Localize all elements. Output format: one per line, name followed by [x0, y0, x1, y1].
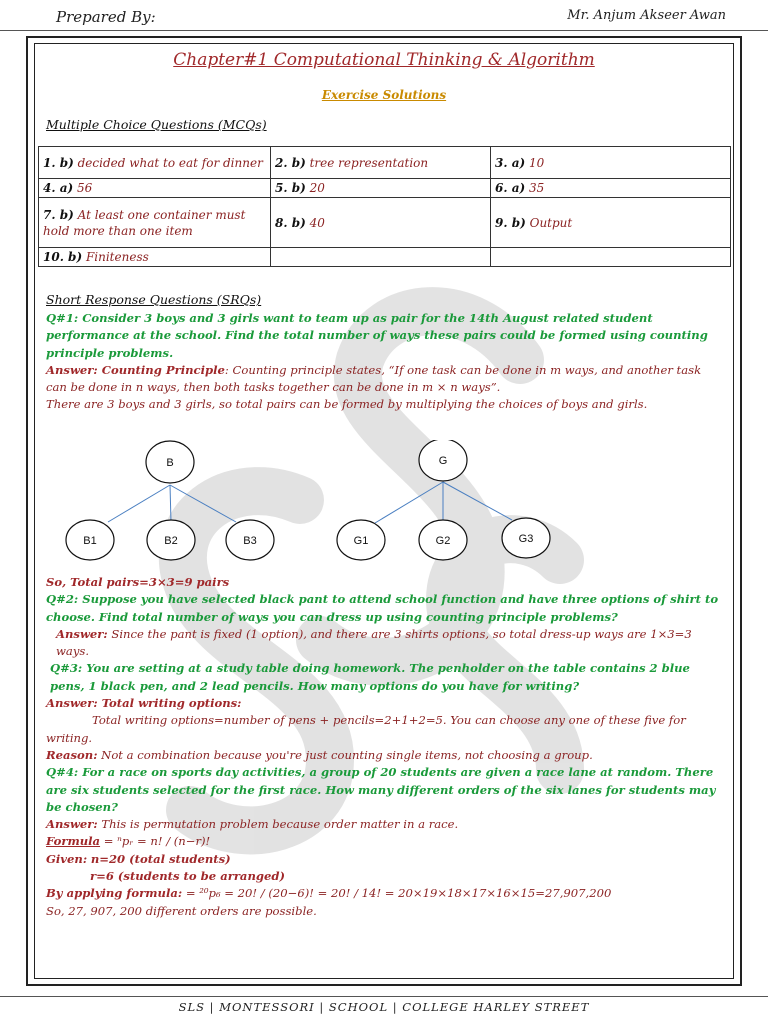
prepared-by-label: Prepared By: — [56, 8, 156, 26]
answer-1-continued: There are 3 boys and 3 girls, so total pairs can be formed by multiplying the choices of boys and girls. — [46, 397, 648, 412]
srq-heading: Short Response Questions (SRQs) — [46, 292, 262, 307]
mcq-cell: 8. b) 40 — [271, 198, 491, 248]
tree-label-b: B — [166, 457, 174, 469]
mcq-cell: 9. b) Output — [491, 198, 731, 248]
header-divider — [0, 30, 768, 31]
question-1: Q#1: Consider 3 boys and 3 girls want to team up as pair for the 14th August related student performance at the school. Find the total number of ways these pairs could be formed using counting principle problems. — [46, 311, 708, 360]
conclusion: So, 27, 907, 200 different orders are possible. — [46, 903, 317, 918]
formula: Formula = ⁿpᵣ = n! / (n−r)! — [46, 834, 211, 849]
mcq-cell: 7. b) At least one container must hold more than one item — [39, 198, 271, 248]
table-row — [39, 198, 731, 248]
given-r: r=6 (students to be arranged) — [90, 869, 285, 884]
apply-formula: By applying formula: = ²⁰p₆ = 20! / (20−6)! = 20! / 14! = 20×19×18×17×16×15=27,907,200 — [46, 886, 612, 901]
mcq-cell: 4. a) 56 — [39, 179, 271, 198]
mcq-cell: 1. b) decided what to eat for dinner — [39, 147, 271, 179]
pairs-tree-diagram — [50, 440, 590, 575]
answer-4: Answer: This is permutation problem because order matter in a race. — [46, 817, 459, 832]
question-3: Q#3: You are setting at a study table doing homework. The penholder on the table contains 2 blue pens, 1 black pen, and 2 lead pencils. How many options do you have for writing? — [50, 661, 690, 693]
total-pairs: So, Total pairs=3×3=9 pairs — [46, 575, 230, 589]
tree-label-b3: B3 — [243, 535, 257, 547]
mcq-heading: Multiple Choice Questions (MCQs) — [46, 117, 267, 132]
mcq-cell — [491, 248, 731, 267]
tree-label-b2: B2 — [164, 535, 178, 547]
author-name: Mr. Anjum Akseer Awan — [567, 8, 726, 23]
tree-edge — [170, 485, 171, 522]
given: Given: n=20 (total students) — [46, 851, 231, 866]
tree-edge — [108, 485, 170, 522]
tree-label-g3: G3 — [518, 533, 534, 545]
table-row — [39, 179, 731, 198]
mcq-cell: 10. b) Finiteness — [39, 248, 271, 267]
answer-1: Answer: Counting Principle: Counting principle states, “If one task can be done in m ways, and another task can be done in n ways, then both tasks together can be done in m × n ways”. — [46, 362, 702, 395]
question-4: Q#4: For a race on sports day activities, a group of 20 students are given a race lane at random. There are six students selected for the first race. How many different orders of the six lanes for students may be chosen? — [46, 765, 716, 814]
tree-edge — [375, 482, 443, 523]
answer-3-label: Answer: Total writing options: — [46, 696, 242, 711]
mcq-cell: 5. b) 20 — [271, 179, 491, 198]
mcq-cell: 2. b) tree representation — [271, 147, 491, 179]
srq-content-part2 — [46, 574, 724, 920]
tree-label-b1: B1 — [83, 535, 97, 547]
mcq-cell: 6. a) 35 — [491, 179, 731, 198]
exercise-subtitle: Exercise Solutions — [321, 88, 447, 102]
table-row — [39, 147, 731, 179]
tree-label-g: G — [438, 455, 448, 467]
tree-label-g1: G1 — [353, 535, 369, 547]
tree-edge — [443, 482, 512, 520]
footer-divider — [0, 996, 768, 997]
srq-content-part1 — [46, 310, 724, 414]
tree-edge — [170, 485, 236, 522]
mcq-cell — [271, 248, 491, 267]
mcq-cell: 3. a) 10 — [491, 147, 731, 179]
reason: Reason: Not a combination because you're just counting single items, not choosing a group. — [46, 747, 593, 762]
mcq-answer-table — [38, 146, 731, 267]
question-2: Q#2: Suppose you have selected black pant to attend school function and have three options of shirt to choose. Find total number of ways you can dress up using counting principle problems? — [46, 592, 719, 624]
chapter-title: Chapter#1 Computational Thinking & Algorithm — [173, 50, 595, 70]
table-row — [39, 248, 731, 267]
tree-label-g2: G2 — [435, 535, 451, 547]
answer-2: Answer: Since the pant is fixed (1 option), and there are 3 shirts options, so total dress-up ways are 1×3=3 ways. — [56, 626, 692, 659]
footer-text: SLS | MONTESSORI | SCHOOL | COLLEGE HARLEY STREET — [178, 1000, 590, 1014]
answer-3-text: Total writing options=number of pens + pencils=2+1+2=5. You can choose any one of these five for writing. — [46, 713, 686, 745]
